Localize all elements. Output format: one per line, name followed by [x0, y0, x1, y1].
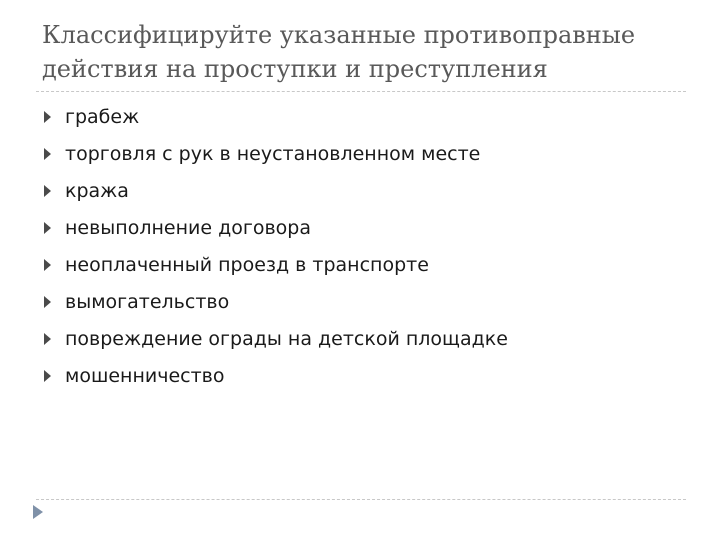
- list-item: [42, 283, 508, 320]
- list-item: [42, 357, 508, 394]
- list-item: [42, 172, 508, 209]
- list-item-label: неоплаченный проезд в транспорте: [65, 253, 429, 276]
- list-item-label: невыполнение договора: [65, 216, 312, 239]
- list-item: [42, 246, 508, 283]
- triangle-arrow-icon: [33, 505, 43, 519]
- list-item-label: повреждение ограды на детской площадке: [65, 327, 508, 350]
- triangle-arrow-icon: [44, 111, 51, 123]
- title-divider: [36, 91, 686, 92]
- triangle-arrow-icon: [44, 333, 51, 345]
- triangle-arrow-icon: [44, 222, 51, 234]
- list-item: [42, 320, 508, 357]
- list-item-label: вымогательство: [65, 290, 230, 313]
- list-item-label: торговля с рук в неустановленном месте: [65, 142, 481, 165]
- triangle-arrow-icon: [44, 296, 51, 308]
- list-item: [42, 98, 508, 135]
- slide-title: Классифицируйте указанные противоправные действия на проступки и преступления: [42, 21, 636, 83]
- triangle-arrow-icon: [44, 259, 51, 271]
- triangle-arrow-icon: [44, 370, 51, 382]
- list-item-label: грабеж: [65, 105, 140, 128]
- list-item: [42, 135, 508, 172]
- list-item: [42, 209, 508, 246]
- list-item-label: мошенничество: [65, 364, 225, 387]
- triangle-arrow-icon: [44, 185, 51, 197]
- triangle-arrow-icon: [44, 148, 51, 160]
- list-item-label: кража: [65, 179, 129, 202]
- footer-divider: [36, 499, 686, 500]
- bullet-list: [42, 98, 508, 394]
